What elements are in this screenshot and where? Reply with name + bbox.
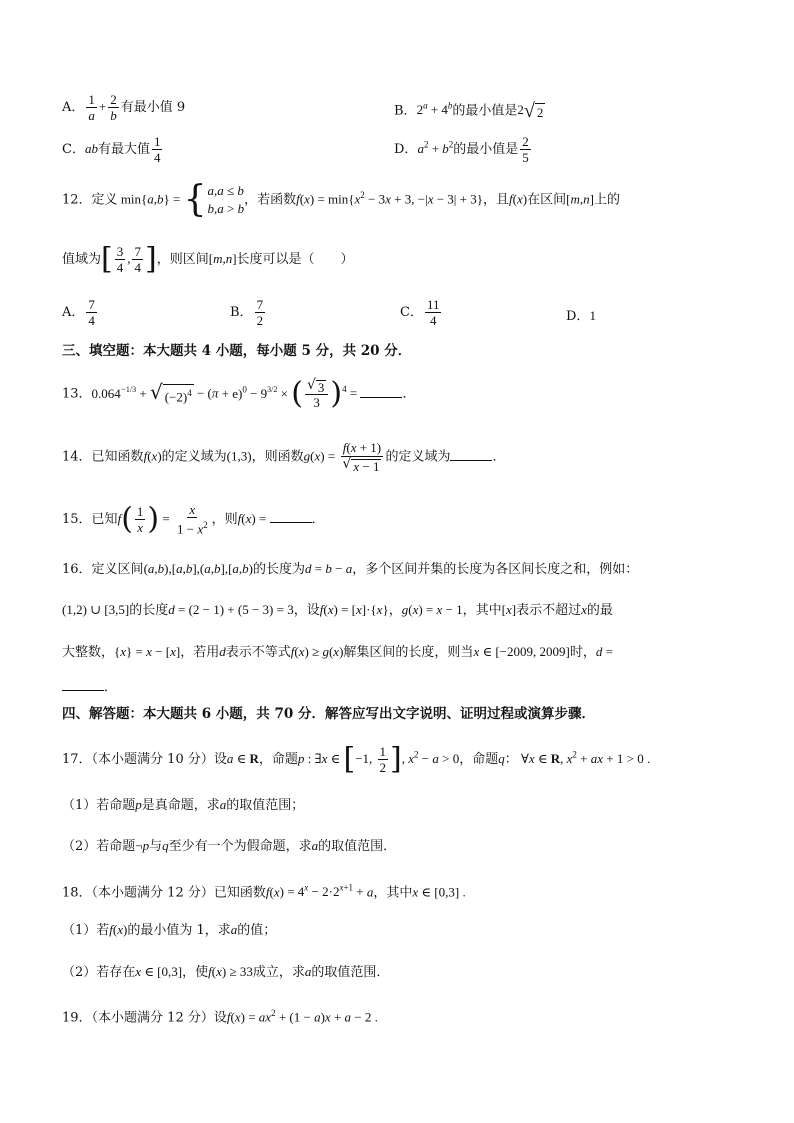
section3-heading: 三、填空题：本大题共 4 小题，每小题 5 分，共 20 分．	[62, 343, 412, 359]
q16-line4: ．	[62, 678, 117, 698]
q15: 15．已知f( $\frac{1}{x}$ ) = $\frac{x}{1 - x^2}$ ，则f(x) = ．	[62, 501, 325, 537]
q16-line2: (1,2) ∪ [3,5]的长度d = (2 − 1) + (5 − 3) = 3，设f(x) = [x]·{x}，g(x) = x − 1，其中[x]表示不超过x的最	[62, 602, 613, 618]
q11-option-a: A． $\frac{1}{a}$ + $\frac{2}{b}$ 有最小值 9	[62, 92, 186, 123]
q12-option-c: C． $\frac{11}{4}$	[400, 297, 440, 328]
q17-sub1: （1）若命题p是真命题，求a的取值范围；	[62, 797, 305, 813]
q16-line1: 16．定义区间(a,b),[a,b],(a,b],[a,b)的长度为d = b − a，多个区间并集的长度为各区间长度之和，例如：	[62, 561, 639, 577]
section4-heading: 四、解答题：本大题共 6 小题，共 70 分．解答应写出文字说明、证明过程或演算步骤．	[62, 706, 595, 722]
q13: 13．$0.064^{-1/3}$ + √ $(-2)^4$ − $(\pi + e)^0 - 9^{3/2}$ × ( √ 3 3 )$^4$ = ．	[62, 376, 416, 411]
q11-option-c: C．ab有最大值 $\frac{1}{4}$	[62, 134, 161, 165]
q18-sub1: （1）若f(x)的最小值为 1，求a的值；	[62, 922, 277, 938]
q12-option-d: D．1	[566, 308, 596, 324]
q12-line2: 值域为[ $\frac{3}{4}$ , $\frac{7}{4}$ ]，则区间[m,n]长度可以是（ ）	[62, 241, 354, 277]
q18-sub2: （2）若存在x ∈ [0,3]，使f(x) ≥ 33成立，求a的取值范围．	[62, 964, 390, 980]
q19-stem: 19．（本小题满分 12 分）设$f(x) = ax^2 + (1 - a)x + a - 2$ .	[62, 1008, 378, 1026]
q11-option-b: B．$2^a + 4^b$的最小值是2 √ 2	[394, 100, 544, 123]
q11-option-d: D．$a^2 + b^2$的最小值是 $\frac{2}{5}$	[394, 134, 529, 165]
q12-option-a: A． $\frac{7}{4}$	[62, 297, 95, 328]
cases-brace: { a,a ≤ b b,a > b	[183, 179, 245, 220]
q14: 14．已知函数f(x)的定义域为(1,3)，则函数g(x) = f(x + 1) √ x − 1 的定义域为 ．	[62, 440, 506, 474]
q17-stem: 17．（本小题满分 10 分）设a ∈ R，命题p : ∃x ∈ [−1, $\frac{1}{2}$ ], $x^2 - a > 0$，命题q： ∀x ∈ R, $x^2$ + ax + 1 > 0 .	[62, 741, 651, 777]
q12-line1: 12．定义 min{a,b} = { a,a ≤ b b,a > b ，若函数$f(x) = \min\{x^2 - 3x + 3$, −|x − 3| + 3}，且f(x)在区间[m,n]上的	[62, 179, 620, 220]
q12-option-b: B． $\frac{7}{2}$	[230, 297, 264, 328]
q16-line3: 大整数，{x} = x − [x]，若用d表示不等式f(x) ≥ g(x)解集区间的长度，则当x ∈ [−2009, 2009]时，d =	[62, 644, 613, 660]
q18-stem: 18．（本小题满分 12 分）已知函数$f(x) = 4^x - 2\cdot 2^{x+1} + a$，其中x ∈ [0,3] .	[62, 883, 466, 901]
q17-sub2: （2）若命题¬p与q至少有一个为假命题，求a的取值范围．	[62, 838, 397, 854]
